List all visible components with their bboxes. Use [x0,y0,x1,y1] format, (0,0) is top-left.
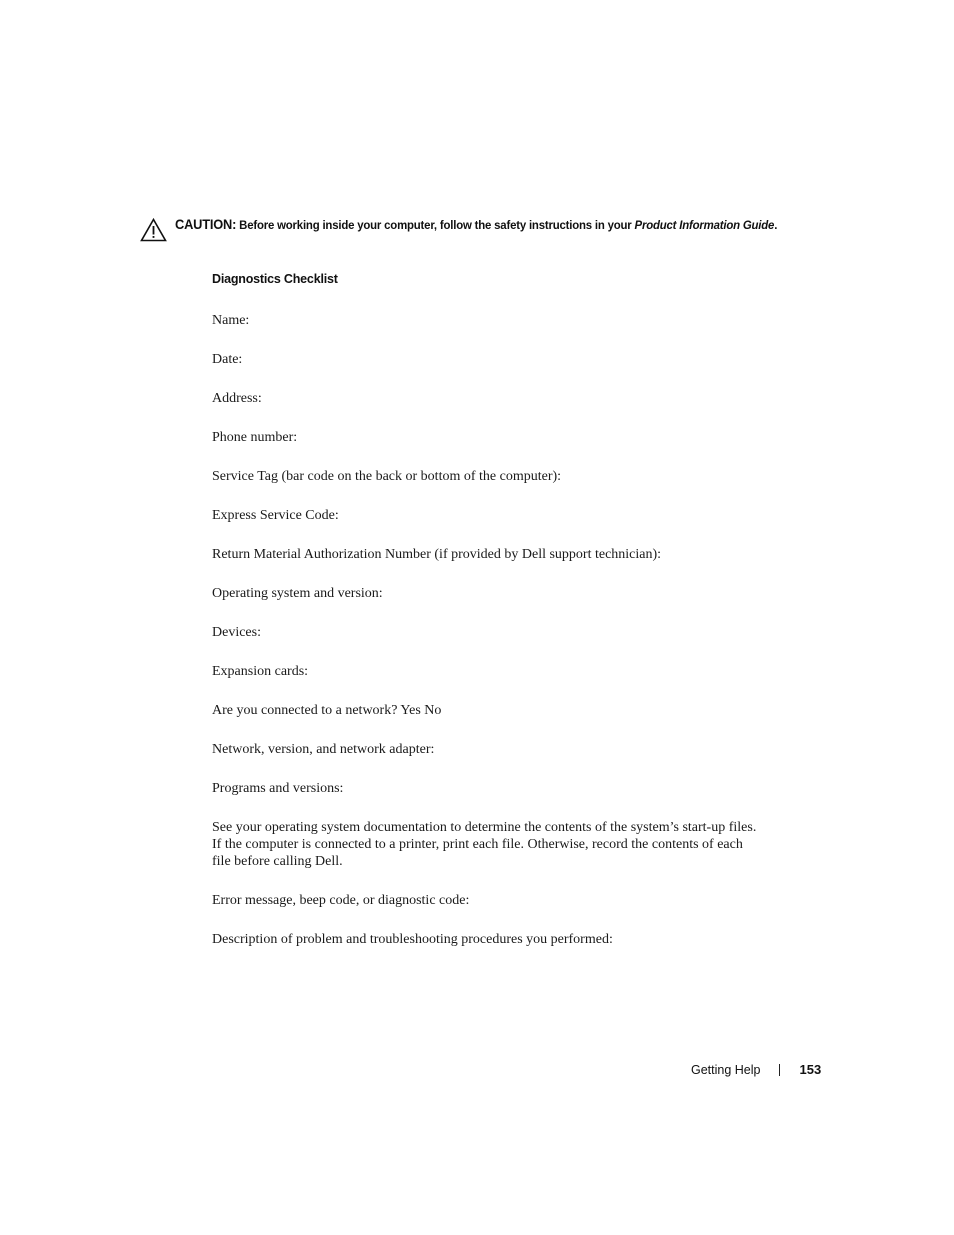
field-express-service-code: Express Service Code: [212,508,339,523]
field-rma-number: Return Material Authorization Number (if provided by Dell support technician): [212,547,662,562]
field-operating-system: Operating system and version: [212,586,383,601]
field-problem-description: Description of problem and troubleshooting procedures you performed: [212,932,613,947]
product-information-guide-title: Product Information Guide [634,218,775,232]
checklist-title: Diagnostics Checklist [212,272,338,286]
footer-separator [779,1064,780,1076]
field-network-connected: Are you connected to a network? Yes No [212,703,442,718]
caution-label: CAUTION: [175,217,237,232]
warning-triangle-icon [140,218,167,242]
field-programs: Programs and versions: [212,781,344,796]
footer-section-name: Getting Help [691,1062,761,1077]
caution-text [175,216,821,234]
caution-body: Before working inside your computer, follow the safety instructions in your [236,218,635,232]
page-footer [691,1062,821,1077]
field-date: Date: [212,352,243,367]
caution-notice [140,216,800,234]
caution-end: . [774,218,778,232]
field-phone-number: Phone number: [212,430,298,445]
field-error-message: Error message, beep code, or diagnostic code: [212,893,470,908]
field-network-adapter: Network, version, and network adapter: [212,742,435,757]
field-service-tag: Service Tag (bar code on the back or bottom of the computer): [212,469,562,484]
field-address: Address: [212,391,262,406]
page-number: 153 [799,1062,822,1077]
field-expansion-cards: Expansion cards: [212,664,309,679]
field-devices: Devices: [212,625,261,640]
field-name: Name: [212,313,250,328]
startup-files-note: See your operating system documentation to determine the contents of the system’s start-up files. If the computer is connected to a printer, print each file. Otherwise, record the contents of each file before calling Dell. [212,820,757,869]
